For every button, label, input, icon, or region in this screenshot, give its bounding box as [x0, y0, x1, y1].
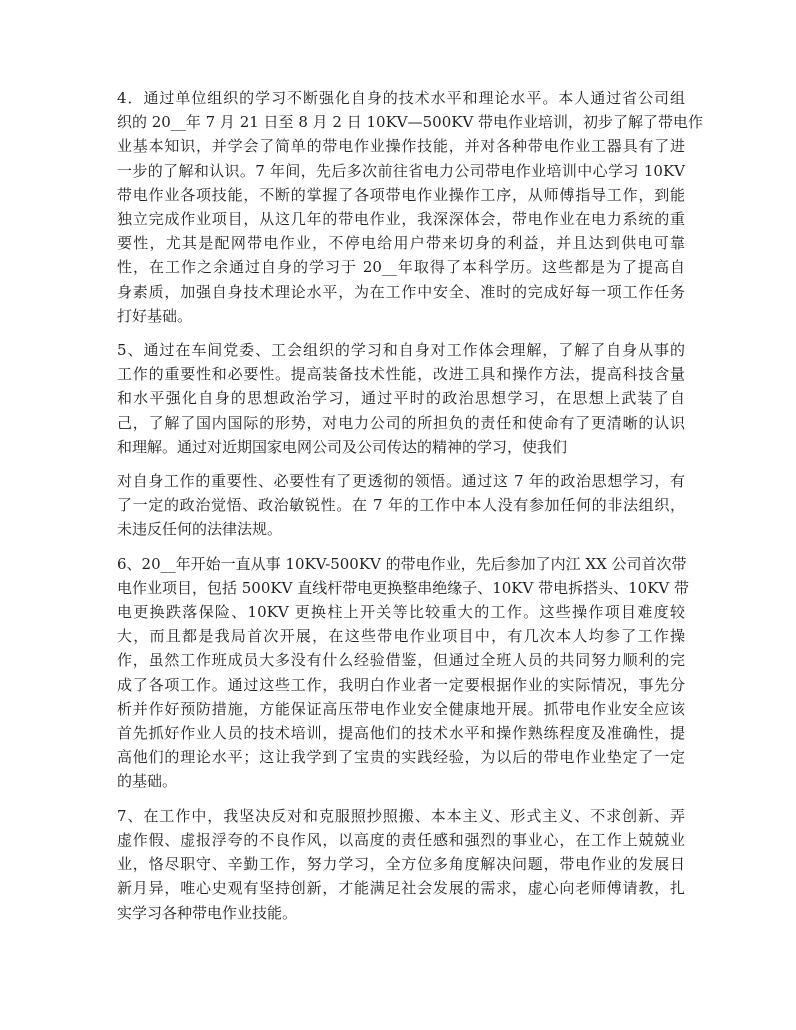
text-line: 身素质，加强自身技术理论水平，为在工作中安全、准时的完成好每一项工作任务	[117, 282, 685, 301]
text-line: 工作的重要性和必要性。提高装备技术性能，改进工具和操作方法，提高科技含量	[117, 365, 685, 384]
text-line: 打好基础。	[117, 306, 193, 325]
text-line: 要性，尤其是配网带电作业，不停电给用户带来切身的利益，并且达到供电可靠	[117, 234, 685, 253]
text-line: 4．通过单位组织的学习不断强化自身的技术水平和理论水平。本人通过省公司组	[117, 89, 685, 107]
text-line: 成了各项工作。通过这些工作，我明白作业者一定要根据作业的实际情况，事先分	[117, 675, 685, 694]
paragraph-6	[117, 552, 689, 794]
text-line: 大，而且都是我局首次开展，在这些带电作业项目中，有几次本人均参了工作操	[117, 627, 685, 646]
text-line: 带电作业各项技能，不断的掌握了各项带电作业操作工序，从师傅指导工作，到能	[117, 185, 685, 204]
text-line: 一步的了解和认识。7 年间，先后多次前往省电力公司带电作业培训中心学习 10KV	[117, 161, 685, 180]
text-line: 虚作假、虚报浮夸的不良作风，以高度的责任感和强烈的事业心，在工作上兢兢业	[117, 830, 685, 849]
text-line: 电更换跌落保险、10KV 更换柱上开关等比较重大的工作。这些操作项目难度较	[117, 603, 685, 622]
text-line: 析并作好预防措施，方能保证高压带电作业安全健康地开展。抓带电作业安全应该	[117, 699, 685, 718]
text-line: 的基础。	[117, 772, 178, 791]
text-line: 性，在工作之余通过自身的学习于 20__年取得了本科学历。这些都是为了提高自	[117, 258, 685, 277]
paragraph-7	[117, 804, 685, 925]
text-line: 6、20__年开始一直从事 10KV-500KV 的带电作业，先后参加了内江 XX 公司首次带	[117, 554, 687, 573]
document-body	[117, 86, 704, 935]
text-line: 首先抓好作业人员的技术培训，提高他们的技术水平和操作熟练程度及准确性，提	[117, 724, 685, 743]
text-line: 实学习各种带电作业技能。	[117, 903, 298, 922]
text-line: 对自身工作的重要性、必要性有了更透彻的领悟。通过这 7 年的政治思想学习，有	[117, 472, 685, 491]
text-line: 电作业项目，包括 500KV 直线杆带电更换整串绝缘子、10KV 带电拆搭头、10KV 带	[117, 578, 689, 597]
text-line: 未违反任何的法律法规。	[117, 520, 283, 539]
text-line: 业，恪尽职守、辛勤工作，努力学习，全方位多角度解决问题，带电作业的发展日	[117, 855, 685, 874]
text-line: 和水平强化自身的思想政治学习，通过平时的政治思想学习，在思想上武装了自	[117, 389, 685, 408]
text-line: 织的 20__年 7 月 21 日至 8 月 2 日 10KV—500KV 带电作业培训，初步了解了带电作	[117, 113, 704, 132]
text-line: 5、通过在车间党委、工会组织的学习和自身对工作体会理解，了解了自身从事的	[117, 341, 685, 360]
paragraph-4	[117, 86, 704, 328]
paragraph-5-continued	[117, 469, 685, 542]
paragraph-5	[117, 338, 685, 459]
text-line: 和理解。通过对近期国家电网公司及公司传达的精神的学习，使我们	[117, 437, 568, 456]
text-line: 7、在工作中，我坚决反对和克服照抄照搬、本本主义、形式主义、不求创新、弄	[117, 806, 685, 825]
text-line: 了一定的政治觉悟、政治敏锐性。在 7 年的工作中本人没有参加任何的非法组织，	[117, 496, 685, 515]
text-line: 己，了解了国内国际的形势，对电力公司的所担负的责任和使命有了更清晰的认识	[117, 413, 685, 432]
text-line: 新月异，唯心史观有坚持创新，才能满足社会发展的需求，虚心向老师傅请教，扎	[117, 879, 685, 898]
text-line: 独立完成作业项目，从这几年的带电作业，我深深体会，带电作业在电力系统的重	[117, 210, 685, 229]
text-line: 业基本知识，并学会了简单的带电作业操作技能，并对各种带电作业工器具有了进	[117, 137, 685, 156]
text-line: 作，虽然工作班成员大多没有什么经验借鉴，但通过全班人员的共同努力顺利的完	[117, 651, 685, 670]
text-line: 高他们的理论水平；这让我学到了宝贵的实践经验，为以后的带电作业垫定了一定	[117, 748, 685, 767]
